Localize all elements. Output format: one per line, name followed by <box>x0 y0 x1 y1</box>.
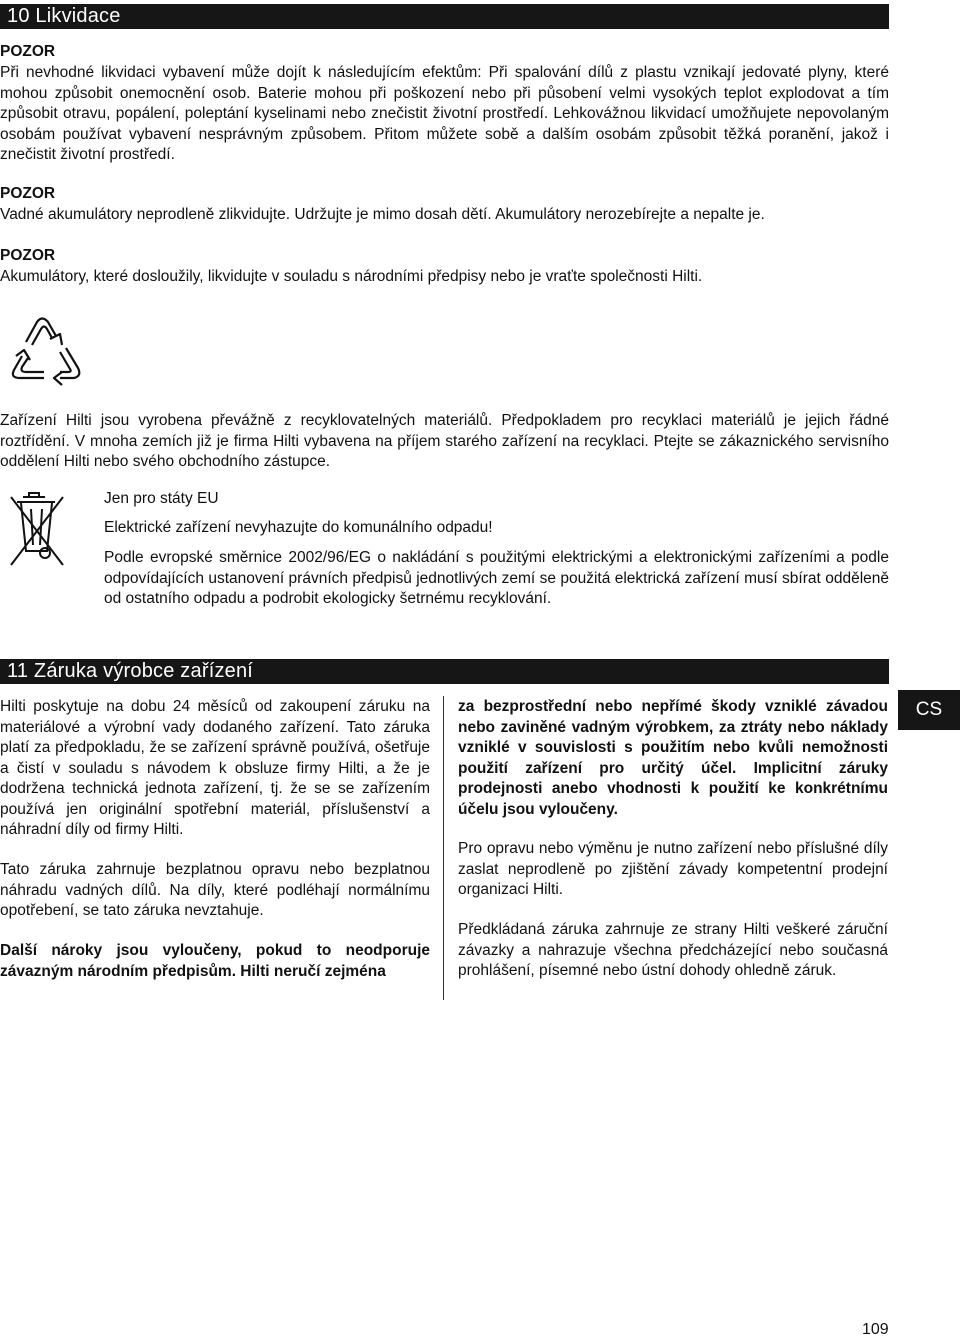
warning-label: POZOR <box>0 43 56 60</box>
recycle-icon <box>4 312 86 390</box>
warning-text: Akumulátory, které dosloužily, likvidujte v souladu s národními předpisy nebo je vraťte společnosti Hilti. <box>0 268 703 285</box>
page-number: 109 <box>862 1321 889 1338</box>
warranty-left-paragraph: Tato záruka zahrnuje bezplatnou opravu nebo bezplatnou náhradu vadných dílů. Na díly, které podléhají normálnímu opotřebení, se tato záruka nevztahuje. <box>0 861 430 919</box>
section-heading-zaruka: 11 Záruka výrobce zařízení <box>0 659 889 684</box>
warning-text: Vadné akumulátory neprodleně zlikvidujte. Udržujte je mimo dosah dětí. Akumulátory nerozebírejte a nepalte je. <box>0 206 765 223</box>
warning-label: POZOR <box>0 185 56 202</box>
warranty-right-paragraph: Pro opravu nebo výměnu je nutno zařízení nebo příslušné díly zaslat neprodleně po zjištění závady kompetentní prodejní organizaci Hilti. <box>458 840 888 898</box>
column-divider <box>443 696 444 1000</box>
recycling-text: Zařízení Hilti jsou vyrobena převážně z recyklovatelných materiálů. Předpokladem pro recyklaci materiálů je jejich řádné roztřídění. V mnoha zemích již je firma Hilti vybavena na příjem starého zařízení na recyklaci. Ptejte se zákaznického servisního oddělení Hilti nebo svého obchodního zástupce. <box>0 412 889 470</box>
warranty-right-bold-paragraph: za bezprostřední nebo nepřímé škody vzniklé závadou nebo zaviněné vadným výrobkem, za ztráty nebo náklady vzniklé v souvislosti s použitím nebo kvůli nemožnosti použití zařízení pro určitý účel. Implicitní záruky prodejnosti anebo vhodnosti k použití ke konkrétnímu účelu jsou vyloučeny. <box>458 698 888 818</box>
warning-label: POZOR <box>0 247 56 264</box>
warning-text: Při nevhodné likvidaci vybavení může dojít k následujícím efektům: Při spalování dílů z plastu vznikají jedovaté plyny, které mohou způsobit onemocnění osob. Baterie mohou při poškození nebo při působení velmi vysokých teplot explodovat a tím způsobit otravu, popálení, poleptání kyselinami nebo znečistit životní prostředí. Lehkovážnou likvidací umožňujete nepovolaným osobám používat vybavení nesprávným způsobem. Přitom můžete sobě a dalším osobám způsobit těžká poranění, jakož i znečistit životní prostředí. <box>0 64 889 163</box>
language-tab: CS <box>898 690 960 730</box>
crossed-bin-icon <box>5 489 69 573</box>
eu-directive-text: Podle evropské směrnice 2002/96/EG o nakládání s použitými elektrickými a elektronickými zařízeními a podle odpovídajících ustanovení právních předpisů jednotlivých zemí se použitá elektrická zařízení musí sbírat odděleně od ostatního odpadu a podrobit ekologicky šetrnému recyklování. <box>104 549 889 607</box>
eu-title: Jen pro státy EU <box>104 490 219 507</box>
warranty-left-bold-paragraph: Další nároky jsou vyloučeny, pokud to neodporuje závazným národním předpisům. Hilti neručí zejména <box>0 942 430 980</box>
warranty-left-paragraph: Hilti poskytuje na dobu 24 měsíců od zakoupení záruku na materiálové a výrobní vady dodaného zařízení. Tato záruka platí za předpokladu, že se zařízení správně používá, ošetřuje a čistí v souladu s návodem k obsluze firmy Hilti, a že je dodržena technická jednota zařízení, tj. že se se zařízením používá jen originální spotřební materiál, příslušenství a náhradní díly od firmy Hilti. <box>0 698 430 838</box>
section-heading-likvidace: 10 Likvidace <box>0 4 889 29</box>
warranty-right-paragraph: Předkládaná záruka zahrnuje ze strany Hilti veškeré záruční závazky a nahrazuje všechna předcházející nebo současná prohlášení, písemné nebo ústní dohody ohledně záruk. <box>458 921 888 979</box>
eu-notice: Elektrické zařízení nevyhazujte do komunálního odpadu! <box>104 519 493 536</box>
